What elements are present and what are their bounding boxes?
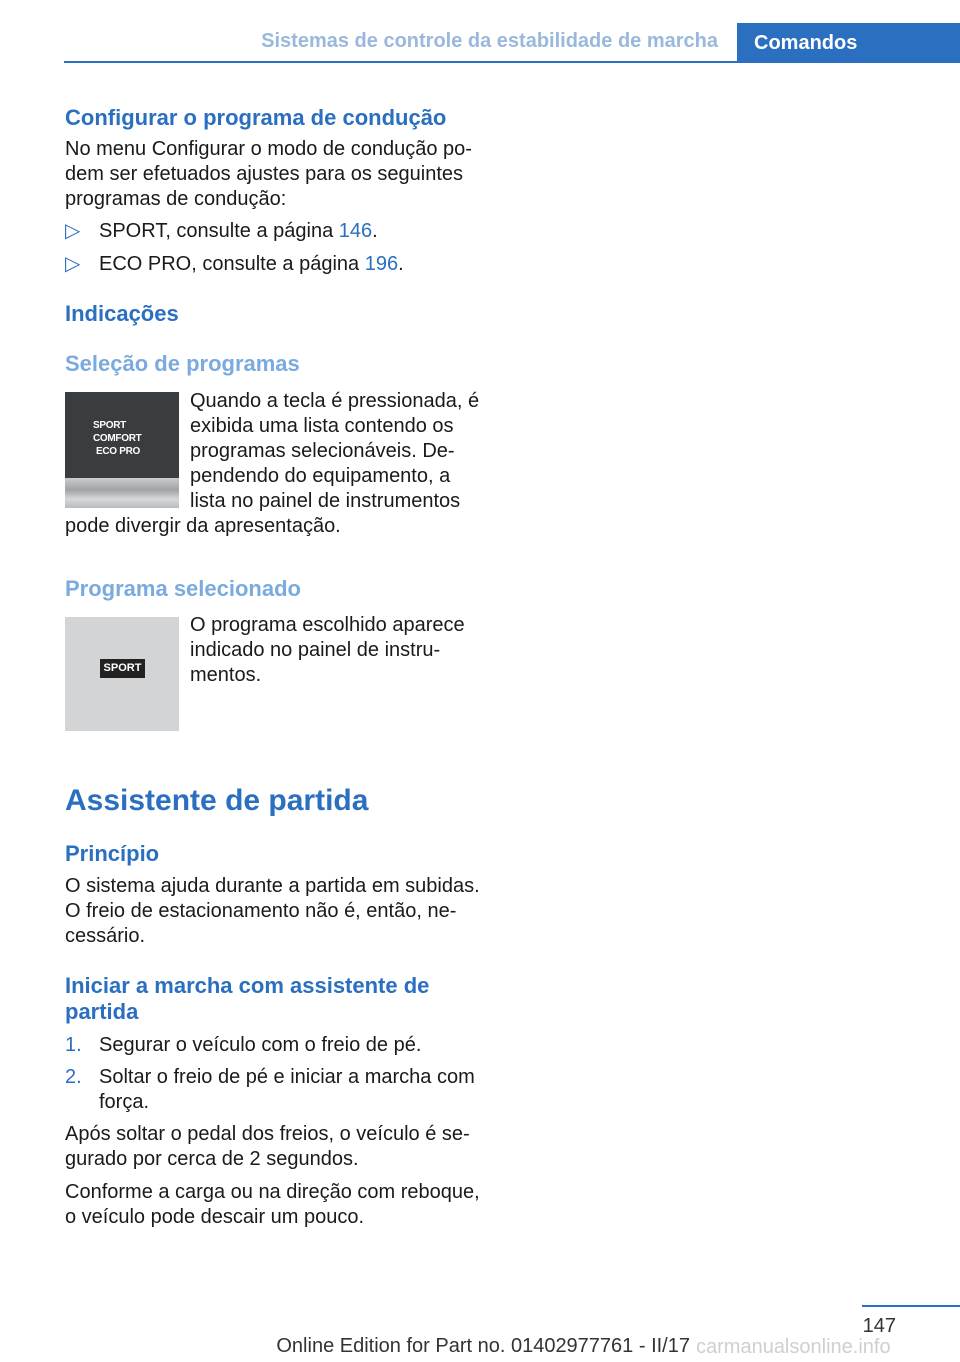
step-number: 1. — [65, 1034, 82, 1056]
step-number: 2. — [65, 1066, 82, 1088]
indications-heading: Indicações — [65, 301, 179, 326]
program-list-display-image — [65, 392, 179, 508]
selected-program-display-image — [65, 617, 179, 731]
after-release-text: Após soltar o pedal dos freios, o veículo é se- gurado por cerca de 2 segundos. — [65, 1123, 470, 1170]
page-link-146[interactable]: 146 — [338, 220, 373, 242]
chapter-tab: Comandos — [737, 23, 960, 63]
selection-text: Quando a tecla é pressionada, é exibida uma lista contendo os programas selecionáveis. De- pendendo do equipamento, a lista no painel de instrumentos — [190, 390, 480, 512]
selected-text: O programa escolhido aparece indicado no painel de instru- mentos. — [190, 614, 465, 686]
principle-heading: Princípio — [65, 841, 160, 866]
triangle-bullet-icon: ▷ — [65, 220, 81, 242]
header-rule — [64, 61, 960, 63]
footer-rule — [862, 1305, 960, 1307]
edition-note: Online Edition for Part no. 01402977761 - II/17 — [276, 1335, 690, 1357]
watermark: carmanualsonline.info — [696, 1336, 891, 1358]
start-assist-heading: Assistente de partida — [65, 784, 369, 817]
selection-heading: Seleção de programas — [65, 351, 300, 376]
selection-text-cont: pode divergir da apresentação. — [65, 515, 341, 537]
page-link-196[interactable]: 196 — [364, 253, 399, 275]
sport-badge: SPORT — [100, 659, 145, 678]
configure-intro: No menu Configurar o modo de condução po- dem ser efetuados ajustes para os seguintes programas de condução: — [65, 138, 472, 210]
start-with-assist-heading: Iniciar a marcha com assistente de partida — [65, 973, 430, 1024]
program-list: SPORT COMFORT ECO PRO — [93, 420, 142, 457]
triangle-bullet-icon: ▷ — [65, 253, 81, 275]
running-section-title: Sistemas de controle da estabilidade de marcha — [261, 30, 718, 52]
principle-text: O sistema ajuda durante a partida em subidas. O freio de estacionamento não é, então, ne- cessário. — [65, 875, 480, 947]
selected-heading: Programa selecionado — [65, 576, 301, 601]
configure-heading: Configurar o programa de condução — [65, 105, 447, 130]
page-number: 147 — [862, 1315, 896, 1337]
load-note-text: Conforme a carga ou na direção com reboque, o veículo pode descair um pouco. — [65, 1181, 480, 1228]
